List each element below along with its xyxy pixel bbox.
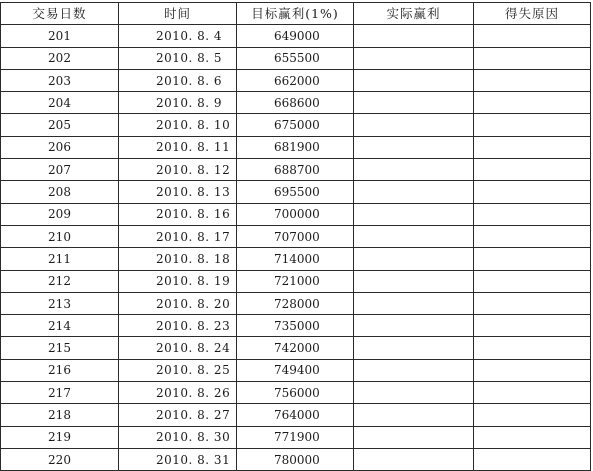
cell-trading-day: 210: [1, 225, 119, 247]
cell-reason: [474, 203, 591, 225]
cell-actual-profit: [354, 426, 474, 448]
table-row: [1, 248, 591, 270]
cell-trading-day: 209: [1, 203, 119, 225]
cell-reason: [474, 114, 591, 136]
cell-reason: [474, 404, 591, 426]
cell-actual-profit: [354, 225, 474, 247]
cell-reason: [474, 25, 591, 47]
cell-actual-profit: [354, 159, 474, 181]
cell-actual-profit: [354, 136, 474, 158]
cell-date: 2010. 8. 17: [119, 225, 237, 247]
cell-actual-profit: [354, 292, 474, 314]
cell-trading-day: 212: [1, 270, 119, 292]
cell-trading-day: 218: [1, 404, 119, 426]
cell-actual-profit: [354, 404, 474, 426]
table-row: [1, 404, 591, 426]
cell-target-profit: 688700: [237, 159, 354, 181]
cell-date: 2010. 8. 30: [119, 426, 237, 448]
header-actual-profit: 实际赢利: [354, 3, 474, 25]
cell-trading-day: 211: [1, 248, 119, 270]
cell-actual-profit: [354, 270, 474, 292]
table-row: [1, 47, 591, 69]
cell-reason: [474, 315, 591, 337]
table-row: [1, 225, 591, 247]
cell-target-profit: 721000: [237, 270, 354, 292]
cell-reason: [474, 159, 591, 181]
cell-trading-day: 213: [1, 292, 119, 314]
cell-target-profit: 771900: [237, 426, 354, 448]
cell-trading-day: 215: [1, 337, 119, 359]
cell-actual-profit: [354, 315, 474, 337]
cell-date: 2010. 8. 25: [119, 359, 237, 381]
cell-reason: [474, 382, 591, 404]
cell-date: 2010. 8. 4: [119, 25, 237, 47]
cell-actual-profit: [354, 25, 474, 47]
cell-date: 2010. 8. 19: [119, 270, 237, 292]
cell-target-profit: 649000: [237, 25, 354, 47]
header-trading-day: 交易日数: [1, 3, 119, 25]
cell-reason: [474, 225, 591, 247]
cell-date: 2010. 8. 31: [119, 448, 237, 470]
cell-trading-day: 216: [1, 359, 119, 381]
table-row: [1, 181, 591, 203]
cell-reason: [474, 69, 591, 91]
cell-reason: [474, 47, 591, 69]
cell-reason: [474, 136, 591, 158]
table-row: [1, 382, 591, 404]
cell-actual-profit: [354, 337, 474, 359]
cell-date: 2010. 8. 24: [119, 337, 237, 359]
cell-target-profit: 780000: [237, 448, 354, 470]
cell-reason: [474, 270, 591, 292]
cell-actual-profit: [354, 203, 474, 225]
header-reason: 得失原因: [474, 3, 591, 25]
cell-target-profit: 707000: [237, 225, 354, 247]
table-row: [1, 426, 591, 448]
cell-target-profit: 728000: [237, 292, 354, 314]
cell-target-profit: 749400: [237, 359, 354, 381]
cell-target-profit: 681900: [237, 136, 354, 158]
table-row: [1, 136, 591, 158]
cell-target-profit: 742000: [237, 337, 354, 359]
cell-actual-profit: [354, 359, 474, 381]
cell-trading-day: 219: [1, 426, 119, 448]
cell-actual-profit: [354, 69, 474, 91]
table-row: [1, 92, 591, 114]
cell-target-profit: 700000: [237, 203, 354, 225]
cell-actual-profit: [354, 47, 474, 69]
cell-trading-day: 214: [1, 315, 119, 337]
cell-reason: [474, 426, 591, 448]
cell-target-profit: 662000: [237, 69, 354, 91]
header-target-profit: 目标赢利(1%): [237, 3, 354, 25]
cell-target-profit: 668600: [237, 92, 354, 114]
cell-target-profit: 675000: [237, 114, 354, 136]
cell-actual-profit: [354, 448, 474, 470]
cell-trading-day: 206: [1, 136, 119, 158]
cell-trading-day: 207: [1, 159, 119, 181]
header-row: [1, 3, 591, 25]
table-row: [1, 203, 591, 225]
cell-reason: [474, 359, 591, 381]
cell-trading-day: 201: [1, 25, 119, 47]
table-row: [1, 315, 591, 337]
cell-trading-day: 203: [1, 69, 119, 91]
cell-trading-day: 205: [1, 114, 119, 136]
cell-actual-profit: [354, 92, 474, 114]
cell-date: 2010. 8. 18: [119, 248, 237, 270]
cell-date: 2010. 8. 5: [119, 47, 237, 69]
table-row: [1, 448, 591, 470]
cell-actual-profit: [354, 181, 474, 203]
cell-reason: [474, 181, 591, 203]
cell-target-profit: 756000: [237, 382, 354, 404]
cell-reason: [474, 448, 591, 470]
cell-reason: [474, 337, 591, 359]
table-row: [1, 25, 591, 47]
cell-date: 2010. 8. 27: [119, 404, 237, 426]
cell-date: 2010. 8. 20: [119, 292, 237, 314]
cell-trading-day: 208: [1, 181, 119, 203]
cell-trading-day: 204: [1, 92, 119, 114]
cell-reason: [474, 292, 591, 314]
cell-date: 2010. 8. 12: [119, 159, 237, 181]
cell-target-profit: 695500: [237, 181, 354, 203]
cell-trading-day: 220: [1, 448, 119, 470]
table-row: [1, 359, 591, 381]
cell-date: 2010. 8. 9: [119, 92, 237, 114]
cell-actual-profit: [354, 114, 474, 136]
cell-trading-day: 217: [1, 382, 119, 404]
cell-date: 2010. 8. 6: [119, 69, 237, 91]
cell-date: 2010. 8. 10: [119, 114, 237, 136]
cell-actual-profit: [354, 382, 474, 404]
table-row: [1, 337, 591, 359]
cell-reason: [474, 248, 591, 270]
table-row: [1, 270, 591, 292]
profit-target-table: [0, 2, 591, 471]
cell-target-profit: 764000: [237, 404, 354, 426]
cell-reason: [474, 92, 591, 114]
cell-date: 2010. 8. 16: [119, 203, 237, 225]
cell-actual-profit: [354, 248, 474, 270]
cell-target-profit: 655500: [237, 47, 354, 69]
table-row: [1, 114, 591, 136]
table-row: [1, 159, 591, 181]
table-body: [1, 25, 591, 471]
cell-date: 2010. 8. 23: [119, 315, 237, 337]
cell-date: 2010. 8. 26: [119, 382, 237, 404]
header-date: 时间: [119, 3, 237, 25]
table-header: [1, 3, 591, 25]
table-row: [1, 69, 591, 91]
cell-trading-day: 202: [1, 47, 119, 69]
cell-target-profit: 735000: [237, 315, 354, 337]
cell-date: 2010. 8. 11: [119, 136, 237, 158]
cell-target-profit: 714000: [237, 248, 354, 270]
cell-date: 2010. 8. 13: [119, 181, 237, 203]
table-row: [1, 292, 591, 314]
